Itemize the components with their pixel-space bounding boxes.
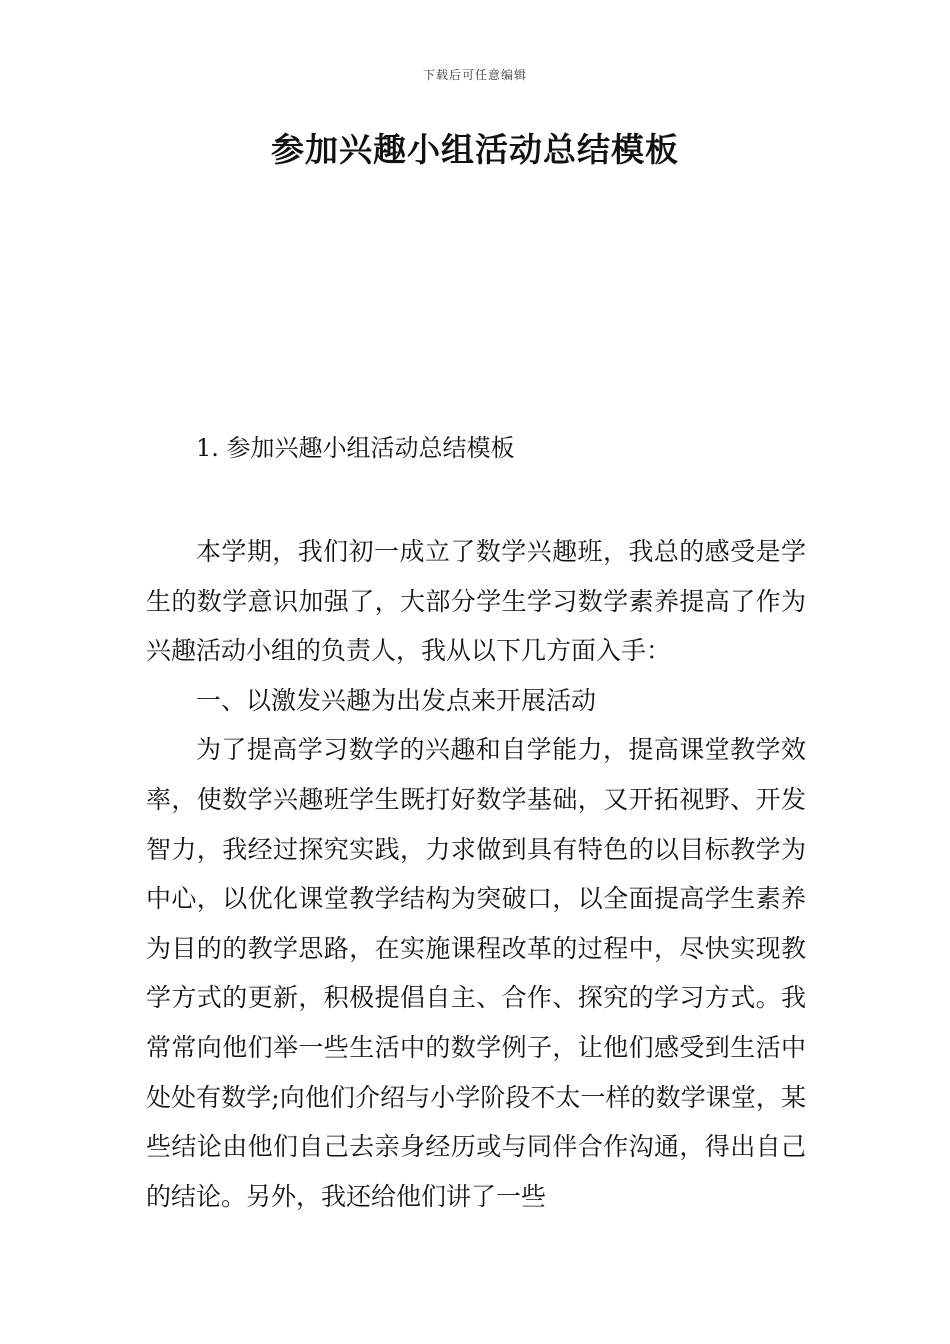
paragraph-intro: 本学期，我们初一成立了数学兴趣班，我总的感受是学生的数学意识加强了，大部分学生学习数学素养提高了作为兴趣活动小组的负责人，我从以下几方面入手： <box>146 537 806 666</box>
paragraph-main: 为了提高学习数学的兴趣和自学能力，提高课堂教学效率，使数学兴趣班学生既打好数学基础，又开拓视野、开发智力，我经过探究实践，力求做到具有特色的以目标教学为中心，以优化课堂教学结构为突破口，以全面提高学生素养为目的的教学思路，在实施课程改革的过程中，尽快实现教学方式的更新，积极提倡自主、合作、探究的学习方式。我常常向他们举一些生活中的数学例子，让他们感受到生活中处处有数学;向他们介绍与小学阶段不太一样的数学课堂，某些结论由他们自己去亲身经历或与同伴合作沟通，得出自己的结论。另外，我还给他们讲了一些 <box>146 735 806 1211</box>
page-header-note: 下载后可任意编辑 <box>422 68 527 82</box>
document-title: 参加兴趣小组活动总结模板 <box>271 130 679 169</box>
paragraph-subheading: 一、以激发兴趣为出发点来开展活动 <box>196 685 597 715</box>
document-body <box>146 527 806 1221</box>
section-heading: 1. 参加兴趣小组活动总结模板 <box>196 434 515 462</box>
